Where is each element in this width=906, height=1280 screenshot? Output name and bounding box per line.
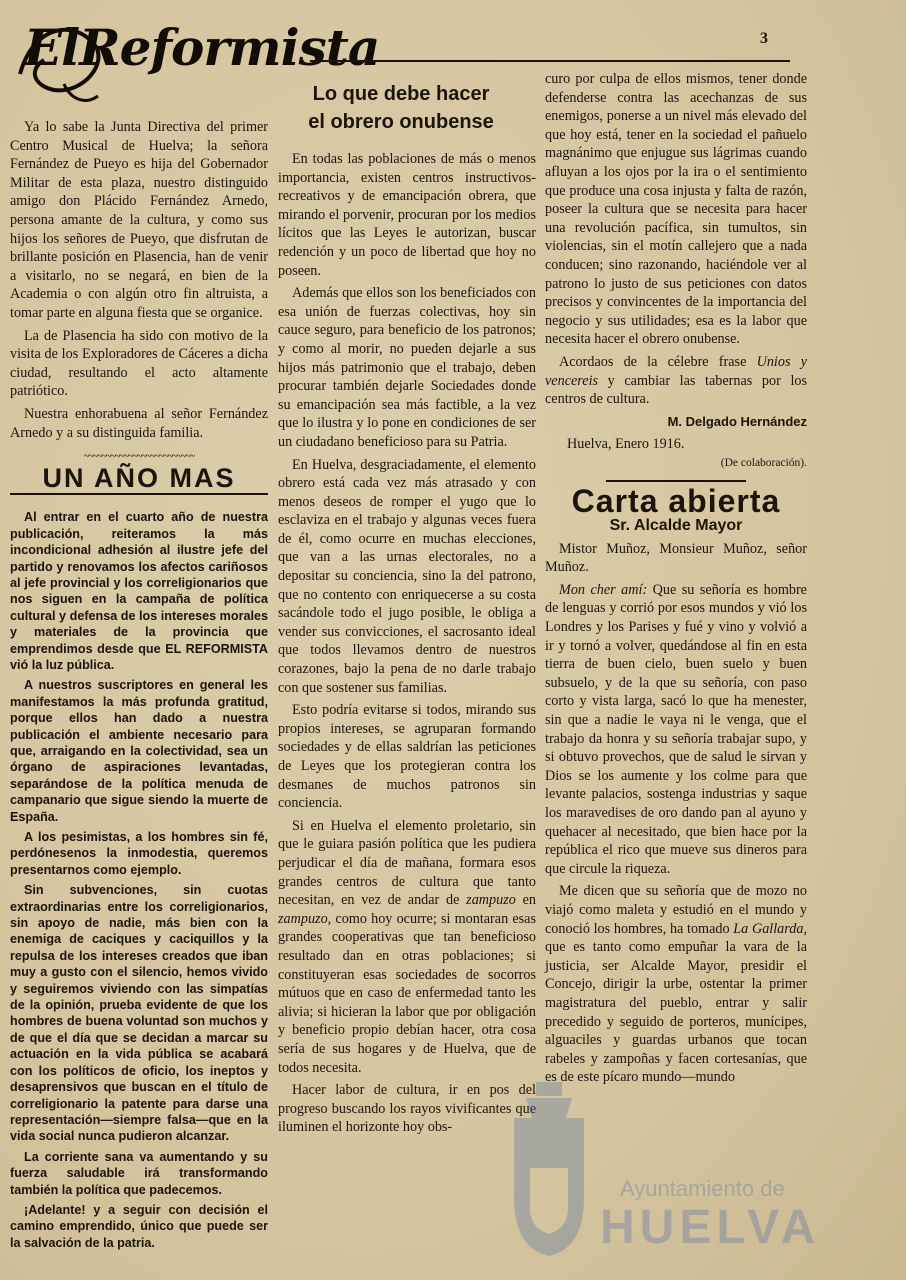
section-rule xyxy=(606,480,746,482)
intro-paragraph: La de Plasencia ha sido con motivo de la visita de los Exploradores de Cáceres a dicha ciudad, resultando el acto altamente patriótico. xyxy=(10,327,268,400)
article-paragraph: A nuestros suscriptores en general les manifestamos la más profunda gratitud, porque ellos han dado a nuestra publicación el ambiente necesario para que, arraigando en la colectividad, sea un órgano de aspiraciones levantadas, separándose de la política menuda de campanario que sigue siendo la muerte de España. xyxy=(10,678,268,824)
column-right xyxy=(545,70,807,1091)
text-run: en xyxy=(515,892,536,909)
dateline: Huelva, Enero 1916. xyxy=(567,436,685,453)
headline-un-ano-mas: UN AÑO MAS xyxy=(42,462,236,493)
archive-watermark xyxy=(496,1078,826,1268)
text-run: que es tanto como empuñar la vara de la justicia, ser Alcalde Mayor, presidir el Concejo, dirigir la urbe, ostentar la primer magistratura del pueblo, entrar y salir precedido y seguido de porteros, munícipes, alguaciles y guardas urbanos que tocan rabeles y zampoñas y facen cortesanías, que es de este pícaro mundo—mundo xyxy=(545,939,807,1086)
author-signature: M. Delgado Hernández xyxy=(667,413,807,429)
salutation: Mistor Muñoz, Monsieur Muñoz, señor Muñoz. xyxy=(545,540,807,576)
article-paragraph: curo por culpa de ellos mismos, tener donde defenderse contra las acechanzas de sus enemigos, ponerse a un nivel más elevado del que hoy está, tener en la sociedad el pañuelo magnánimo que enjugue sus lágrimas cuando afluyan a los ojos por la ira o el sentimiento que produce una cosa injusta y falta de razón, poseer la cultura que se necesita para hacer una revolución pacífica, sin tumultos, sin violencias, sin el motín callejero que a nada conducen; sino razonando, haciéndole ver al patrono lo justo de sus peticiones con datos precisos y convincentes de la importancia del negocio y sus utilidades; esa es la labor que necesita hacer el obrero onubense. xyxy=(545,71,807,348)
italic-term: zampuzo, xyxy=(278,910,332,927)
headline-rule xyxy=(10,493,268,495)
headline-line: el obrero onubense xyxy=(308,111,494,133)
article-paragraph: Sin subvenciones, sin cuotas extraordinarias entre los correligionarios, sin apoyo de nadie, más bien con la enemiga de caciques y caciquillos y la repulsa de los intereses creados que iban muy a gusto con el silencio, hemos vivido y seguiremos viviendo con las simpatías de la opinión, prueba evidente de que los hombres de buena voluntad son muchos y de que el día que se decidan a marcar su actuación en la vida pública se acabará con los políticos de oficio, los ineptos y desaprensivos que buscan en el título de correligionario la patente para darse una representación—siempre falsa—que en la vida social nunca pudieron alcanzar. xyxy=(10,883,268,1144)
column-left xyxy=(10,118,268,1255)
article-paragraph: A los pesimistas, a los hombres sin fé, perdónesenos la inmodestia, queremos presentarnos como ejemplo. xyxy=(10,830,268,877)
article-paragraph: Al entrar en el cuarto año de nuestra publicación, reiteramos la más incondicional adhesión al ilustre jefe del partido y renovamos los afectos cariñosos al jefe provincial y los correligionarios que nos siguen en la campaña de política cultural y defensa de los intereses morales y materiales de la provincia que emprendimos desde que EL REFORMISTA vió la luz pública. xyxy=(10,510,268,672)
article-paragraph xyxy=(545,882,807,1087)
collaboration-note: (De colaboración). xyxy=(720,456,807,469)
watermark-text: Ayuntamiento de xyxy=(620,1176,785,1201)
article-paragraph: ¡Adelante! y a seguir con decisión el camino emprendido, único que puede ser la salvación de la patria. xyxy=(10,1202,268,1250)
watermark-text: HUELVA xyxy=(600,1201,821,1254)
text-run: Que su señoría es hombre de lenguas y corrió por esos mundos y vió los Londres y los Parises y fué y vino y volvió a ir y tornó a volver, quedándose al fin en esta tierra de buen cielo, buen suelo y buen subsuelo, y de la que su señoría, con paso corto y vista larga, sacó lo que ha menester, sin que a nadie le vaya ni le venga, que el trabajo da honra y su señoría trabajar supo, y si obtuvo provechos, que de salud le sirvan y Dios se los aumente y los colme para que levante palacios, sostenga industrias y saque los maravedises de oro dando pan al ayuno y quehacer al necesitado, que bien hace por la república el rico que mueve sus dineros para que circule la riqueza. xyxy=(545,581,807,877)
headline-line: Lo que debe hacer xyxy=(312,83,490,105)
article-paragraph: La corriente sana va aumentando y su fuerza saludable irá transformando también la política que padecemos. xyxy=(10,1149,268,1197)
text-run: Acordaos de la célebre frase xyxy=(559,353,757,370)
divider-ornament: ~~~~~~~~~~~~~~~~~~~~~~~~~ xyxy=(83,451,195,463)
italic-term: La Gallarda, xyxy=(733,920,808,937)
text-run: Si en Huelva el elemento proletario, sin que le guiara pasión política que les pudiera perjudicar el día de mañana, formara esos grandes centros de cultura que tanto necesitan, en vez de andar de xyxy=(278,817,536,909)
article-paragraph: Hacer labor de cultura, ir en pos del progreso buscando los rayos vivificantes que iluminen el horizonte hoy obs- xyxy=(278,1082,536,1136)
headline-obrero-onubense xyxy=(270,80,532,136)
intro-paragraph: Nuestra enhorabuena al señor Fernández Arnedo y a su distinguida familia. xyxy=(10,405,268,441)
page-number: 3 xyxy=(760,30,768,47)
masthead-title: ElReformista xyxy=(24,18,380,77)
headline-carta-abierta: Carta abierta xyxy=(571,483,781,520)
article-paragraph: En todas las poblaciones de más o menos importancia, existen centros instructivos-recreativos y de emancipación obrera, que mirando el porvenir, procuran por los medios lícitos que las Leyes le autorizan, buscar redención y un poco de libertad que hoy no poseen. xyxy=(278,151,536,279)
article-paragraph: Además que ellos son los beneficiados con esa unión de fuerzas colectivas, hoy sin cauce seguro, para beneficio de los patronos; y como al morir, no pueden dejarle a sus hijos más patrimonio que el trabajo, deben procurar también dejarle Sociedades donde su emancipación sea más factible, a la vez que lo ilustra y lo pone en condiciones de ser un ciudadano beneficioso para su Patria. xyxy=(278,285,536,450)
italic-term: zampuzo xyxy=(466,892,516,909)
text-run: y cambiar las tabernas por los centros de cultura. xyxy=(545,372,807,408)
intro-paragraph: Ya lo sabe la Junta Directiva del primer Centro Musical de Huelva; la señora Fernández de Pueyo es hija del Gobernador Militar de esta plaza, nuestro distinguido amigo don Plácido Fernández Arnedo, persona amante de la cultura, y como sus hijos los señores de Pueyo, que disfrutan de brillante posición en Plasencia, han de venir a visitarlo, no se negará, en bien de la Academia o con algún otro fin altruista, a tomar parte en alguna fiesta que se organice. xyxy=(10,119,268,321)
article-paragraph xyxy=(278,817,536,1077)
italic-greeting: Mon cher amí: xyxy=(559,581,648,598)
article-paragraph xyxy=(545,581,807,879)
article-un-ano-mas xyxy=(10,509,268,1251)
column-middle xyxy=(278,150,536,1141)
masthead-rule xyxy=(310,60,790,62)
article-paragraph: En Huelva, desgraciadamente, el elemento obrero está cada vez más atrasado y con menos deseos de romper el yugo que lo esclaviza en el trabajo y algunas veces fuera de él, como ocurre en muchas elecciones, que van a las urnas electorales, no a depositar su conciencia, sino la del patrono, que no contento con enriquecerse a su costa sacándole todo el jugo posible, le obliga a vender sus convicciones, el sacrosanto ideal que todos llevamos dentro de nuestros corazones, bajo la pena de no darle trabajo con que sostener sus familias. xyxy=(278,456,536,696)
subhead-alcalde-mayor: Sr. Alcalde Mayor xyxy=(609,517,743,535)
article-paragraph xyxy=(545,353,807,409)
coat-of-arms-icon xyxy=(506,1078,592,1258)
italic-phrase: Unios y vencereis xyxy=(545,353,807,389)
masthead xyxy=(14,14,380,104)
article-paragraph: Esto podría evitarse si todos, mirando sus propios intereses, se agruparan formando sociedades y de ellas saldrían las peticiones de Leyes que los protegieran contra los desmanes de muchos patronos sin conciencia. xyxy=(278,702,536,812)
text-run: como hoy ocurre; si montaran esas grandes cooperativas que tan beneficioso resultado dan en otras poblaciones; si constituyeran esas sociedades de socorros mútuos que en caso de enfermedad tanto les alivia; si hicieran la labor que por obligación y beneficio propio debían hacer, otra cosa sería de sus hogares y de Huelva, que de todos necesita. xyxy=(278,910,536,1076)
text-run: Me dicen que su señoría que de mozo no viajó como maleta y estudió en el mundo y conoció los hombres, ha tomado xyxy=(545,883,807,937)
